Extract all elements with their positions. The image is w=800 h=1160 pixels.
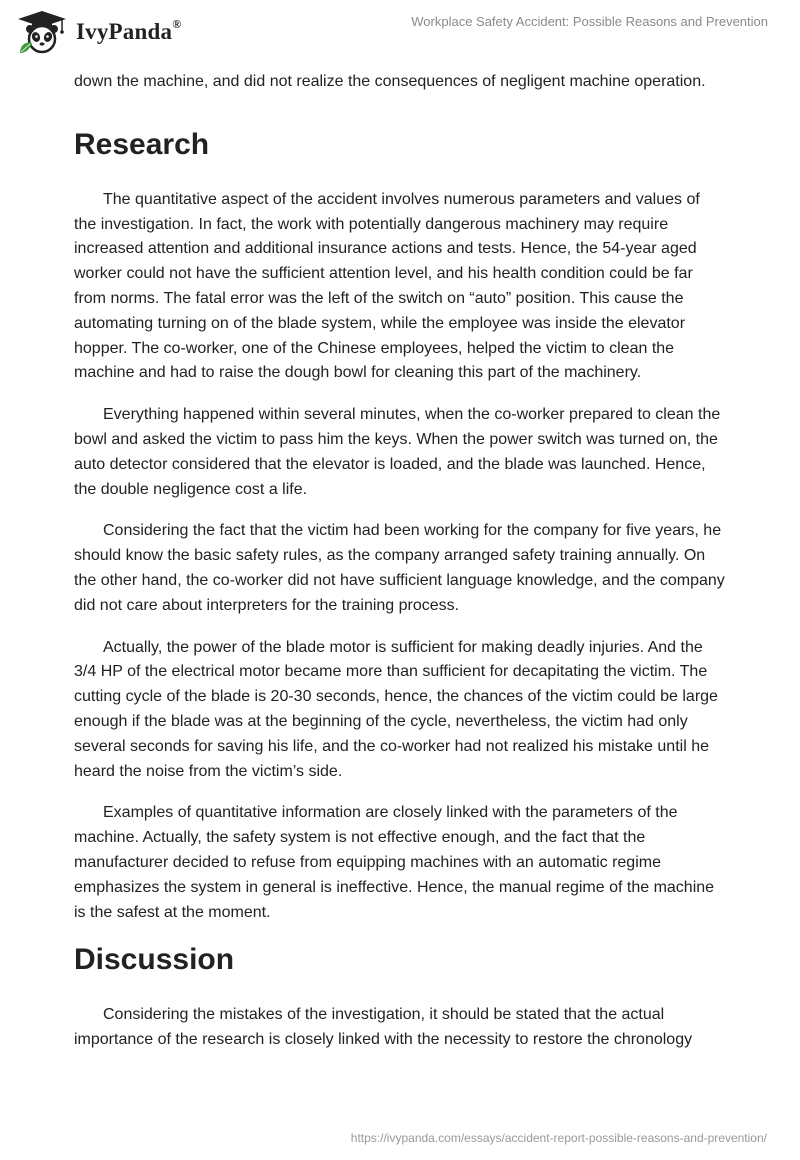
panda-graduate-icon — [14, 9, 70, 55]
discussion-paragraph: Considering the mistakes of the investigation, it should be stated that the actual importance of the research is closely linked with the necessity to restore the chronology — [74, 1006, 693, 1049]
research-paragraph: Everything happened within several minutes, when the co-worker prepared to clean the bowl and asked the victim to pass him the keys. When the power switch was turned on, the auto detector considered that the elevator is loaded, and the blade was launched. Hence, the double negligence cost a life. — [74, 406, 721, 498]
article-body — [74, 70, 726, 1070]
registered-mark: ® — [172, 17, 182, 32]
document-title: Workplace Safety Accident: Possible Reasons and Prevention — [411, 14, 768, 29]
research-heading: Research — [74, 127, 210, 161]
ivypanda-logo[interactable] — [14, 9, 181, 55]
research-paragraph: Actually, the power of the blade motor is sufficient for making deadly injuries. And the 3/4 HP of the electrical motor became more than sufficient for decapitating the victim. The cutting cycle of the blade is 20-30 seconds, hence, the chances of the victim could be large enough if the blade was at the beginning of the cycle, nevertheless, the victim had only several seconds for saving his life, and the co-worker had not realized his mistake until he heard the noise from the victim’s side. — [74, 638, 718, 780]
discussion-heading: Discussion — [74, 943, 235, 977]
research-paragraph: Examples of quantitative information are closely linked with the parameters of the machine. Actually, the safety system is not effective enough, and the fact that the manufacturer decided to refuse from equipping machines with an automatic regime emphasizes the system in general is ineffective. Hence, the manual regime of the machine is the safest at the moment. — [74, 804, 715, 921]
source-url[interactable]: https://ivypanda.com/essays/accident-report-possible-reasons-and-prevention/ — [350, 1131, 767, 1145]
research-paragraph: The quantitative aspect of the accident involves numerous parameters and values of the investigation. In fact, the work with potentially dangerous machinery may require increased attention and additional insurance actions and tests. Hence, the 54-year aged worker could not have the sufficient attention level, and his health condition could be far from norms. The fatal error was the left of the switch on “auto” position. This cause the automating turning on of the blade system, while the employee was inside the elevator hopper. The co-worker, one of the Chinese employees, helped the victim to clean the machine and had to raise the dough bowl for cleaning this part of the machinery. — [74, 190, 700, 382]
research-paragraph: Considering the fact that the victim had been working for the company for five years, he should know the basic safety rules, as the company arranged safety training annually. On the other hand, the co-worker did not have sufficient language knowledge, and the company did not care about interpreters for the training process. — [74, 522, 725, 614]
page-header — [0, 0, 800, 64]
intro-paragraph: down the machine, and did not realize the consequences of negligent machine operation. — [74, 73, 706, 90]
brand-name: IvyPanda® — [76, 17, 182, 44]
